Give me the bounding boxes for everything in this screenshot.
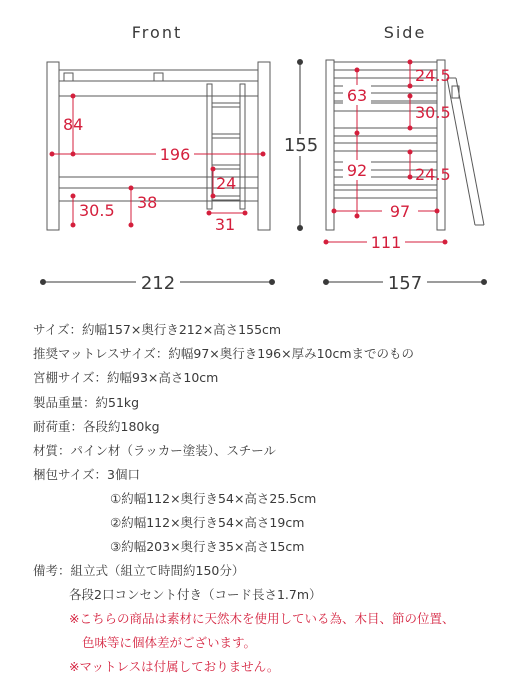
side-dim-63: 63 (346, 86, 368, 105)
bunk-bed-dimension-diagram (0, 0, 525, 310)
front-dim-24: 24 (216, 174, 237, 193)
caution-natural-wood-cont: 色味等に個体差がございます。 (82, 635, 257, 650)
spec-weight: 製品重量：約51kg (33, 395, 140, 410)
spec-load: 耐荷重：各段約180kg (33, 419, 160, 434)
caution-natural-wood: ※こちらの商品は素材に天然木を使用している為、木目、節の位置、 (69, 611, 455, 626)
spec-mattress: 推奨マットレスサイズ：約幅97×奥行き196×厚み10cmまでのもの (33, 346, 415, 361)
side-dim-30-5: 30.5 (415, 103, 451, 122)
spec-outlet: 各段2口コンセント付き（コード長さ1.7m） (69, 587, 322, 602)
front-dim-196: 196 (159, 145, 191, 164)
caution-mattress: ※マットレスは付属しておりません。 (69, 659, 280, 674)
spec-shelf: 宮棚サイズ：約幅93×高さ10cm (33, 370, 219, 385)
front-title: Front (131, 23, 183, 42)
front-total-212: 212 (140, 273, 176, 294)
height-total-155: 155 (283, 135, 319, 156)
side-dim-97: 97 (389, 202, 411, 221)
side-dim-24-5-bottom: 24.5 (415, 165, 451, 184)
side-dim-24-5-top: 24.5 (415, 66, 451, 85)
side-title: Side (383, 23, 427, 42)
front-dim-38: 38 (137, 193, 158, 212)
spec-notes: 備考：組立式（組立て時間約150分） (33, 563, 245, 578)
spec-package-3: ③約幅203×奥行き35×高さ15cm (110, 539, 305, 554)
side-dim-111: 111 (370, 233, 402, 252)
spec-size: サイズ：約幅157×奥行き212×高さ155cm (33, 322, 282, 337)
spec-package-1: ①約幅112×奥行き54×高さ25.5cm (110, 491, 317, 506)
spec-package-2: ②約幅112×奥行き54×高さ19cm (110, 515, 305, 530)
front-dim-31: 31 (214, 215, 236, 234)
side-dim-92: 92 (346, 161, 368, 180)
spec-package: 梱包サイズ：3個口 (33, 467, 140, 482)
side-total-157: 157 (387, 273, 423, 294)
front-dim-30-5: 30.5 (79, 201, 115, 220)
spec-material: 材質：パイン材（ラッカー塗装）、スチール (33, 443, 277, 458)
front-dim-84: 84 (63, 115, 84, 134)
